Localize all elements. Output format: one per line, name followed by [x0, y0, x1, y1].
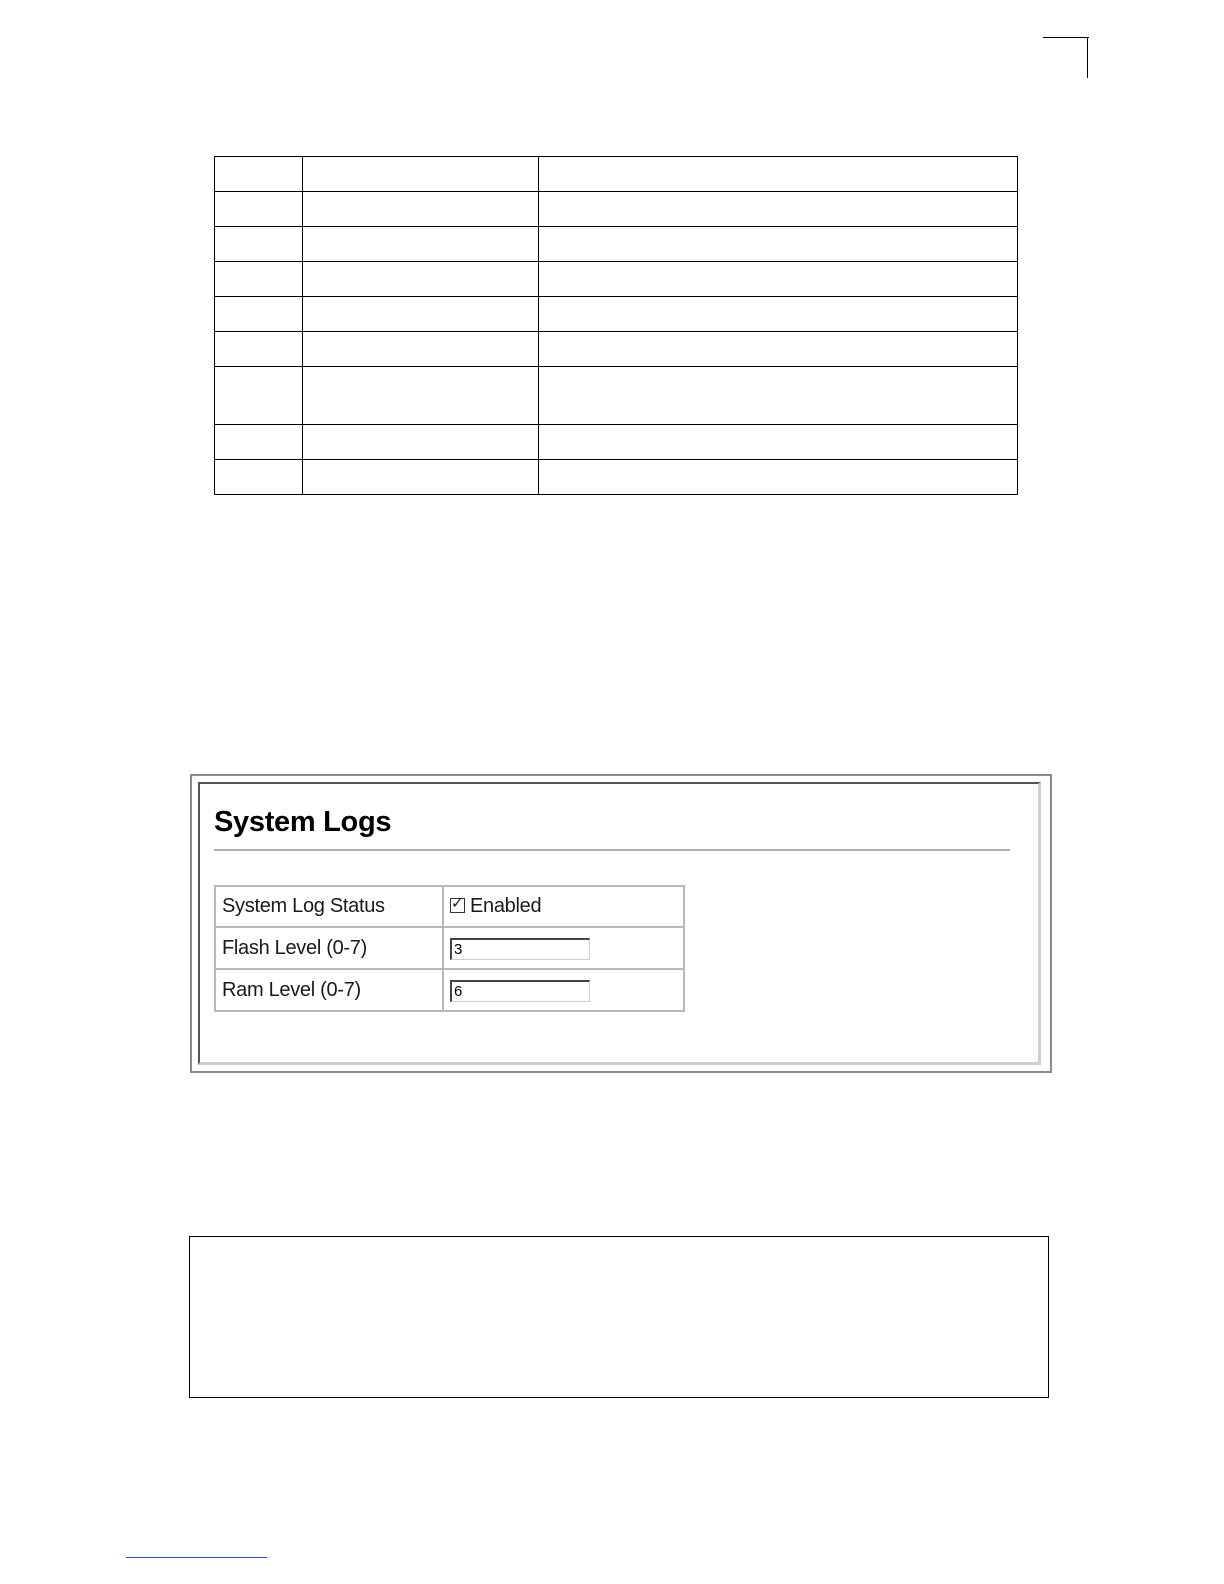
flash-level-label: Flash Level (0-7) — [215, 927, 443, 969]
table-row — [215, 425, 1018, 460]
table-cell — [215, 192, 303, 227]
panel-title: System Logs — [214, 806, 392, 838]
table-cell — [539, 192, 1018, 227]
table-row — [215, 192, 1018, 227]
table-cell — [215, 367, 303, 425]
system-logs-form — [214, 885, 685, 1012]
table-cell — [303, 262, 539, 297]
ram-level-input[interactable] — [450, 980, 590, 1002]
table-cell — [303, 367, 539, 425]
enabled-label: Enabled — [470, 895, 542, 917]
crop-mark-horizontal — [1043, 37, 1089, 38]
enabled-checkbox[interactable] — [450, 894, 465, 913]
table-row — [215, 367, 1018, 425]
flash-level-cell — [443, 927, 684, 969]
system-logs-screenshot — [190, 774, 1052, 1073]
flash-level-input[interactable] — [450, 938, 590, 960]
system-logs-panel — [198, 782, 1041, 1065]
example-box — [189, 1236, 1049, 1398]
level-table — [214, 156, 1018, 495]
table-cell — [303, 297, 539, 332]
table-row — [215, 332, 1018, 367]
check-mark-icon: ✓ — [451, 894, 464, 912]
table-cell — [215, 425, 303, 460]
table-cell — [215, 227, 303, 262]
table-cell — [303, 227, 539, 262]
table-cell — [539, 367, 1018, 425]
table-cell — [303, 192, 539, 227]
table-cell — [539, 425, 1018, 460]
table-cell — [215, 157, 303, 192]
table-cell — [215, 460, 303, 495]
table-cell — [539, 297, 1018, 332]
ram-level-label: Ram Level (0-7) — [215, 969, 443, 1011]
table-cell — [539, 157, 1018, 192]
table-row — [215, 227, 1018, 262]
table-cell — [215, 262, 303, 297]
footer-link-underline — [126, 1557, 267, 1558]
table-cell — [215, 297, 303, 332]
table-cell — [539, 227, 1018, 262]
table-cell — [303, 460, 539, 495]
table-cell — [539, 332, 1018, 367]
table-row — [215, 157, 1018, 192]
form-row-flash — [215, 927, 684, 969]
ram-level-cell — [443, 969, 684, 1011]
title-divider — [214, 849, 1010, 851]
form-row-status — [215, 886, 684, 927]
crop-mark-vertical — [1087, 37, 1088, 78]
table-cell — [303, 157, 539, 192]
table-cell — [303, 425, 539, 460]
table-row — [215, 460, 1018, 495]
status-label: System Log Status — [215, 886, 443, 927]
table-cell — [539, 262, 1018, 297]
table-cell — [303, 332, 539, 367]
table-cell — [539, 460, 1018, 495]
status-cell — [443, 886, 684, 927]
table-cell — [215, 332, 303, 367]
table-row — [215, 297, 1018, 332]
table-row — [215, 262, 1018, 297]
form-row-ram — [215, 969, 684, 1011]
